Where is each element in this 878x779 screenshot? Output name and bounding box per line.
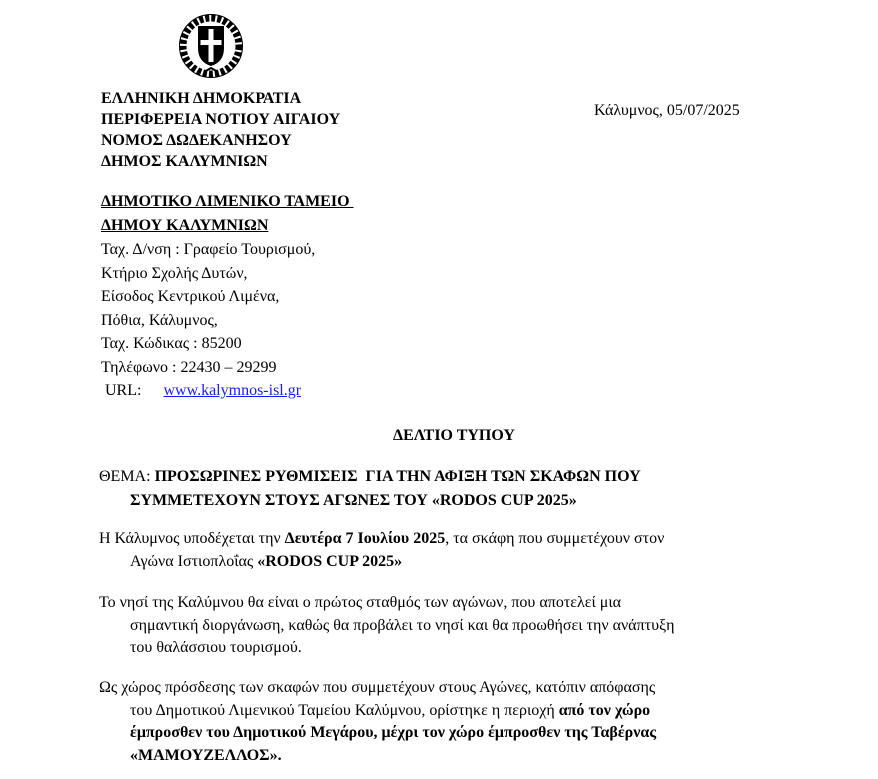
subject-label: ΘΕΜΑ:	[99, 468, 155, 485]
p3-line-1: Ως χώρος πρόσδεσης των σκαφών που συμμετέχουν στους Αγώνες, κατόπιν απόφασης	[99, 679, 656, 696]
paragraph-mooring	[99, 677, 779, 767]
authority-line-2: ΠΕΡΙΦΕΡΕΙΑ ΝΟΤΙΟΥ ΑΙΓΑΙΟΥ	[101, 111, 341, 128]
issuing-authority	[101, 88, 340, 172]
p1-event-name: «RODOS CUP 2025»	[257, 552, 403, 570]
paragraph-significance	[99, 592, 779, 660]
p3-line-2b: από τον χώρο	[558, 701, 651, 719]
office-name-line-1: ΔΗΜΟΤΙΚΟ ΛΙΜΕΝΙΚΟ ΤΑΜΕΙΟ	[101, 193, 354, 210]
p1-text-d: Αγώνα Ιστιοπλοΐας	[130, 552, 258, 570]
p3-line-2a: του Δημοτικού Λιμενικού Ταμείου Καλύμνου, ορίστηκε η περιοχή	[130, 701, 559, 719]
postal-code: Ταχ. Κώδικας : 85200	[101, 335, 242, 352]
address-line-1: Ταχ. Δ/νση : Γραφείο Τουρισμού,	[101, 241, 316, 258]
p1-text-a: Η Κάλυμνος υποδέχεται την	[99, 530, 285, 547]
authority-line-1: ΕΛΛΗΝΙΚΗ ΔΗΜΟΚΡΑΤΙΑ	[101, 90, 302, 107]
paragraph-arrival	[99, 528, 779, 573]
p1-date: Δευτέρα 7 Ιουλίου 2025	[284, 530, 446, 547]
website-link[interactable]: www.kalymnos-isl.gr	[163, 382, 302, 399]
press-release-title: ΔΕΛΤΙΟ ΤΥΠΟΥ	[393, 427, 515, 444]
subject-line-1: ΠΡΟΣΩΡΙΝΕΣ ΡΥΘΜΙΣΕΙΣ ΓΙΑ ΤΗΝ ΑΦΙΞΗ ΤΩΝ ΣΚΑΦΩΝ ΠΟΥ	[154, 468, 641, 485]
greek-coat-of-arms-emblem	[178, 12, 244, 78]
p3-line-3: έμπροσθεν του Δημοτικού Μεγάρου, μέχρι τον χώρο έμπροσθεν της Ταβέρνας	[130, 724, 657, 741]
authority-line-4: ΔΗΜΟΣ ΚΑΛΥΜΝΙΩΝ	[101, 153, 268, 170]
url-row	[101, 379, 354, 403]
address-line-3: Είσοδος Κεντρικού Λιμένα,	[101, 288, 280, 305]
subject-line-2: ΣΥΜΜΕΤΕΧΟΥΝ ΣΤΟΥΣ ΑΓΩΝΕΣ ΤΟΥ «RODOS CUP 2025»	[130, 492, 577, 509]
authority-line-3: ΝΟΜΟΣ ΔΩΔΕΚΑΝΗΣΟΥ	[101, 132, 292, 149]
p2-line-3: του θαλάσσιου τουρισμού.	[130, 639, 302, 656]
p2-line-1: Το νησί της Καλύμνου θα είναι ο πρώτος σταθμός των αγώνων, που αποτελεί μια	[99, 594, 622, 611]
url-label: URL:	[105, 382, 142, 399]
p1-text-c: , τα σκάφη που συμμετέχουν στον	[445, 530, 665, 547]
subject-block	[99, 466, 759, 514]
p3-line-4: «ΜΑΜΟΥΖΕΛΛΟΣ».	[130, 746, 282, 764]
office-name-line-2: ΔΗΜΟΥ ΚΑΛΥΜΝΙΩΝ	[101, 217, 269, 234]
address-line-2: Κτήριο Σχολής Δυτών,	[101, 264, 248, 282]
office-contact-block	[101, 190, 354, 403]
address-line-4: Πόθια, Κάλυμνος,	[101, 311, 218, 329]
document-date: Κάλυμνος, 05/07/2025	[594, 102, 740, 119]
p2-line-2: σημαντική διοργάνωση, καθώς θα προβάλει το νησί και θα προωθήσει την ανάπτυξη	[130, 616, 675, 634]
phone: Τηλέφωνο : 22430 – 29299	[101, 358, 277, 376]
